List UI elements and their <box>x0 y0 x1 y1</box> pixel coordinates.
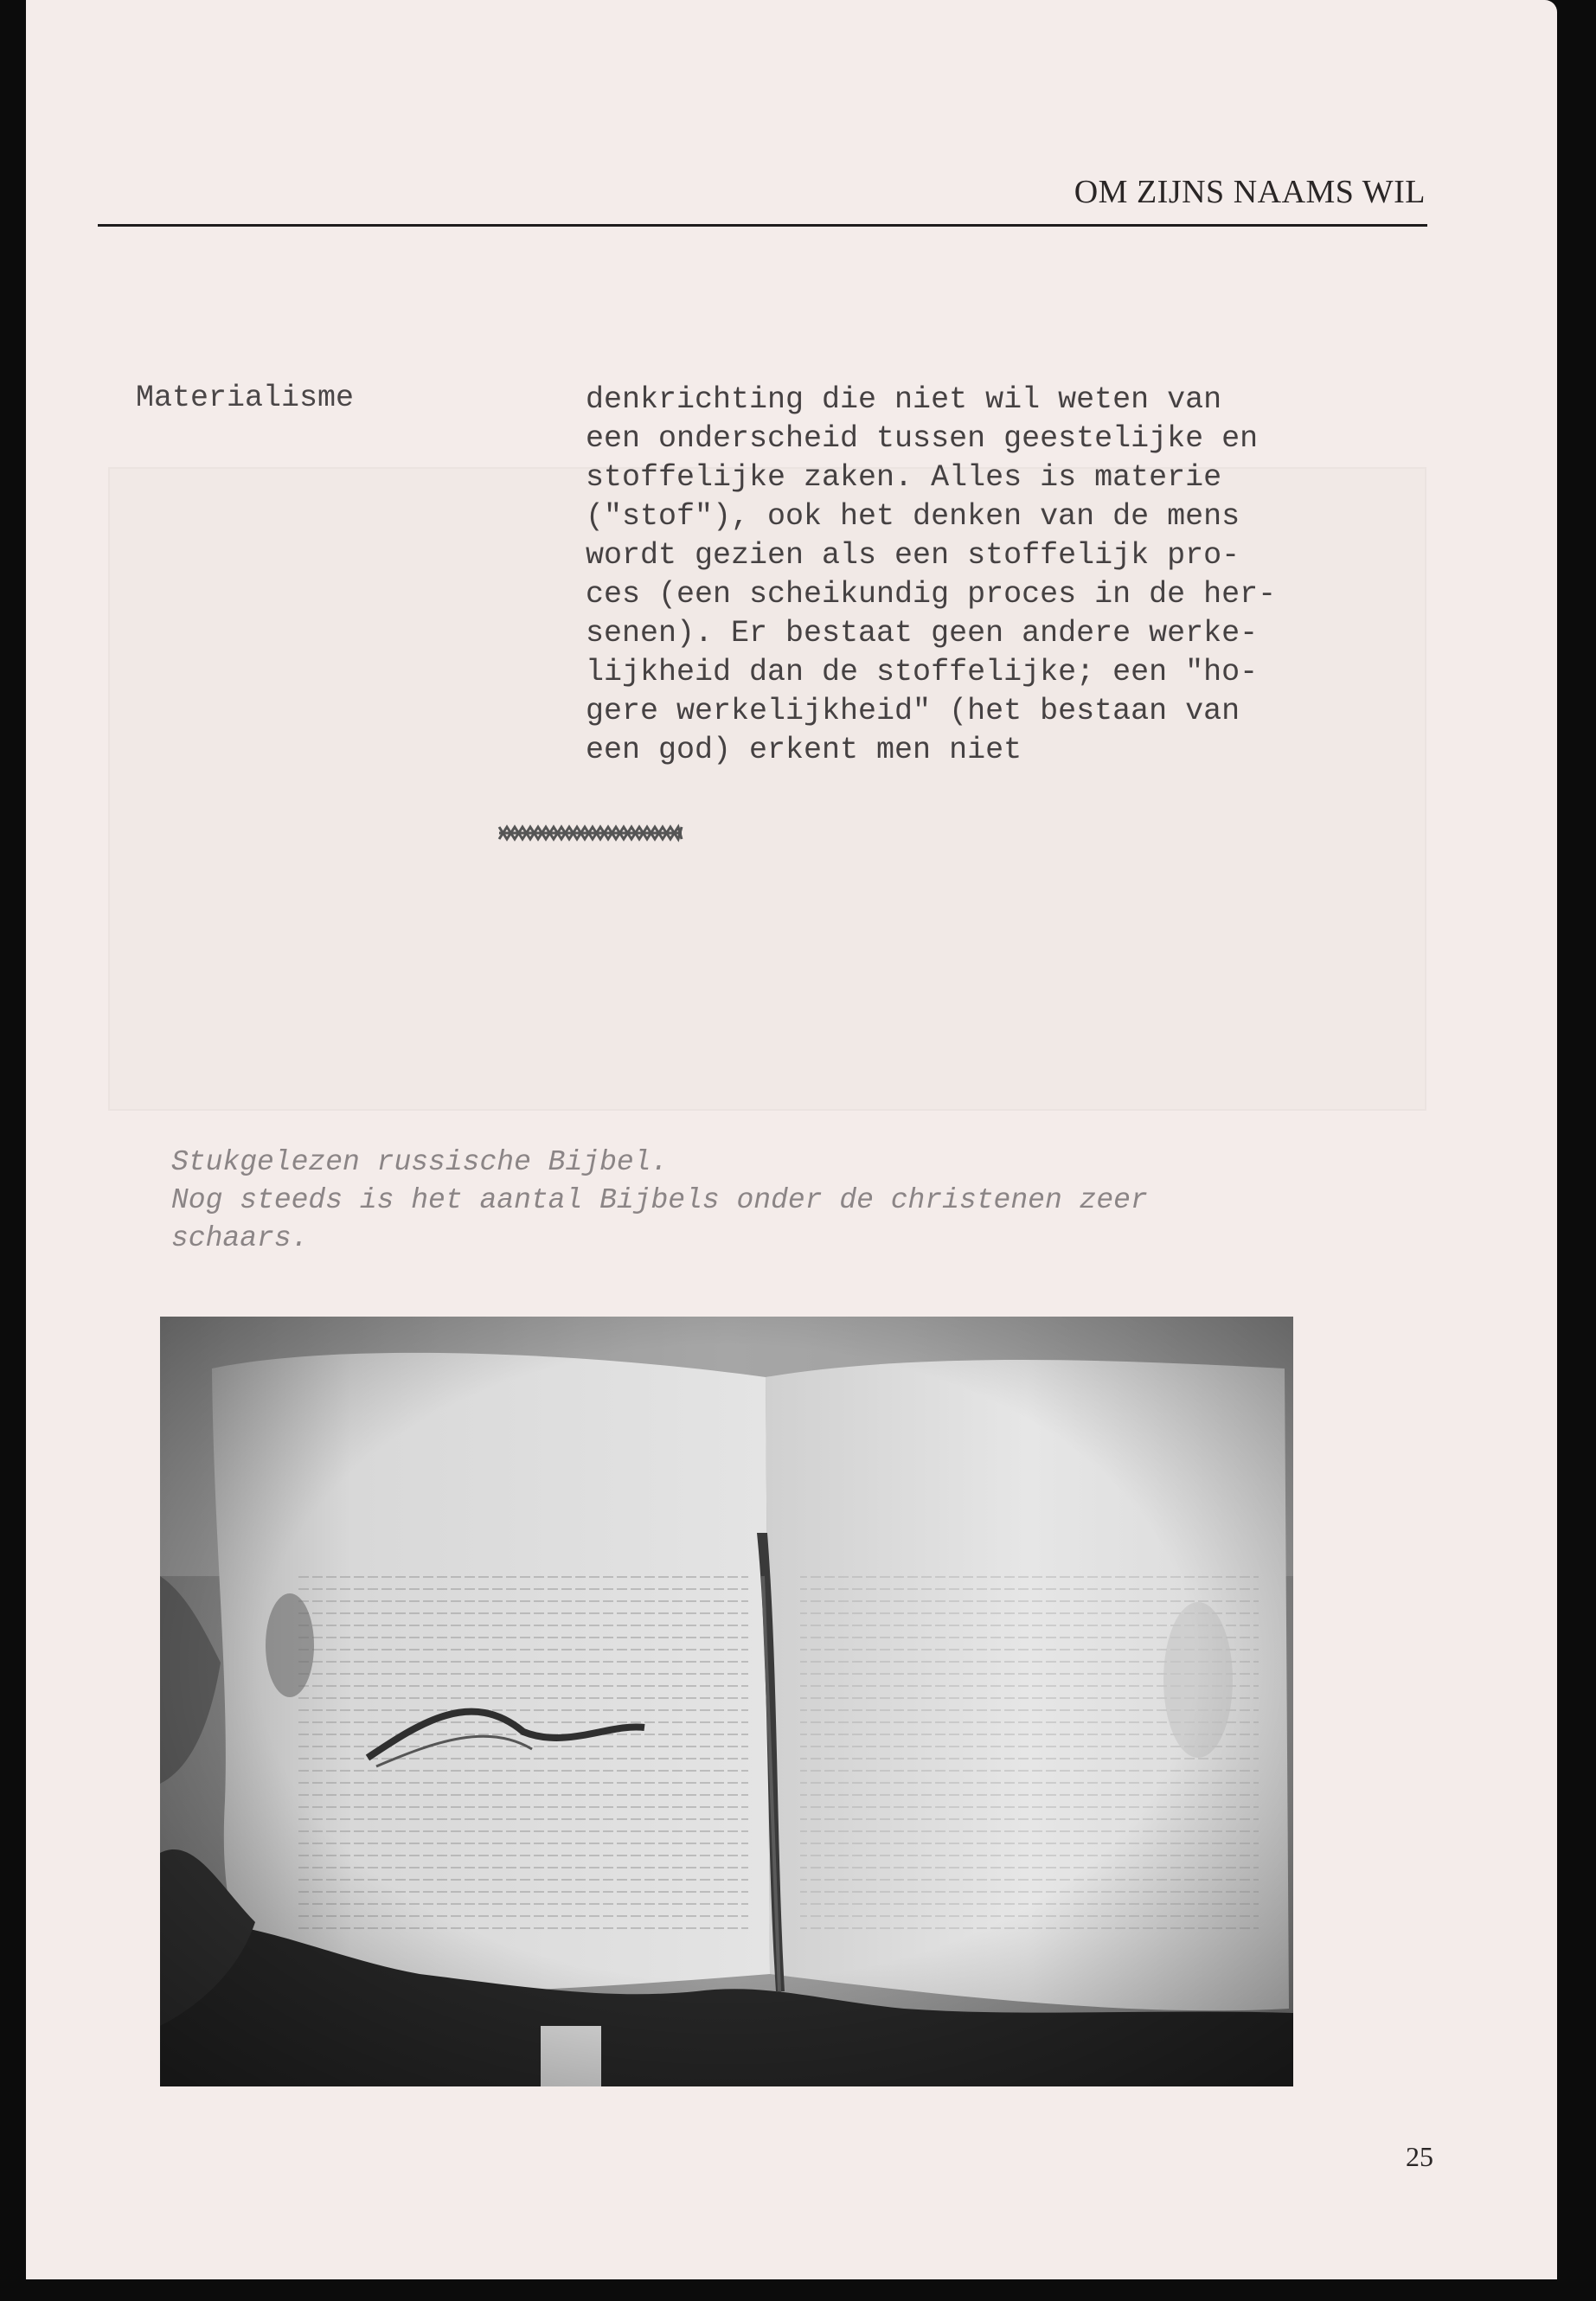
definition-line: lijkheid dan de stoffelijke; een "ho- <box>586 655 1259 689</box>
definition-line: een onderscheid tussen geestelijke en <box>586 421 1259 456</box>
definition-line: ("stof"), ook het denken van de mens <box>586 499 1240 534</box>
document-page <box>26 0 1557 2279</box>
definition-line: senen). Er bestaat geen andere werke- <box>586 616 1259 651</box>
glossary-term: Materialisme <box>136 381 355 415</box>
definition-line: gere werkelijkheid" (het bestaan van <box>586 694 1240 728</box>
photo-caption <box>171 1144 1382 1258</box>
caption-line: Stukgelezen russische Bijbel. <box>171 1146 669 1178</box>
glossary-definition <box>586 381 1364 770</box>
worn-bible-photo <box>160 1317 1293 2086</box>
definition-line: een god) erkent men niet <box>586 733 1022 767</box>
definition-line: ces (een scheikundig proces in de her- <box>586 577 1277 612</box>
definition-line: wordt gezien als een stoffelijk pro- <box>586 538 1240 573</box>
definition-line: denkrichting die niet wil weten van <box>586 382 1222 417</box>
header-rule <box>98 224 1427 227</box>
caption-line: Nog steeds is het aantal Bijbels onder de christenen zeer <box>171 1184 1148 1216</box>
definition-line: stoffelijke zaken. Alles is materie <box>586 460 1222 495</box>
caption-line: schaars. <box>171 1222 309 1254</box>
page-number: 25 <box>1406 2141 1433 2172</box>
running-head: OM ZIJNS NAAMS WIL <box>1074 174 1426 210</box>
section-divider-ornament <box>497 820 683 846</box>
